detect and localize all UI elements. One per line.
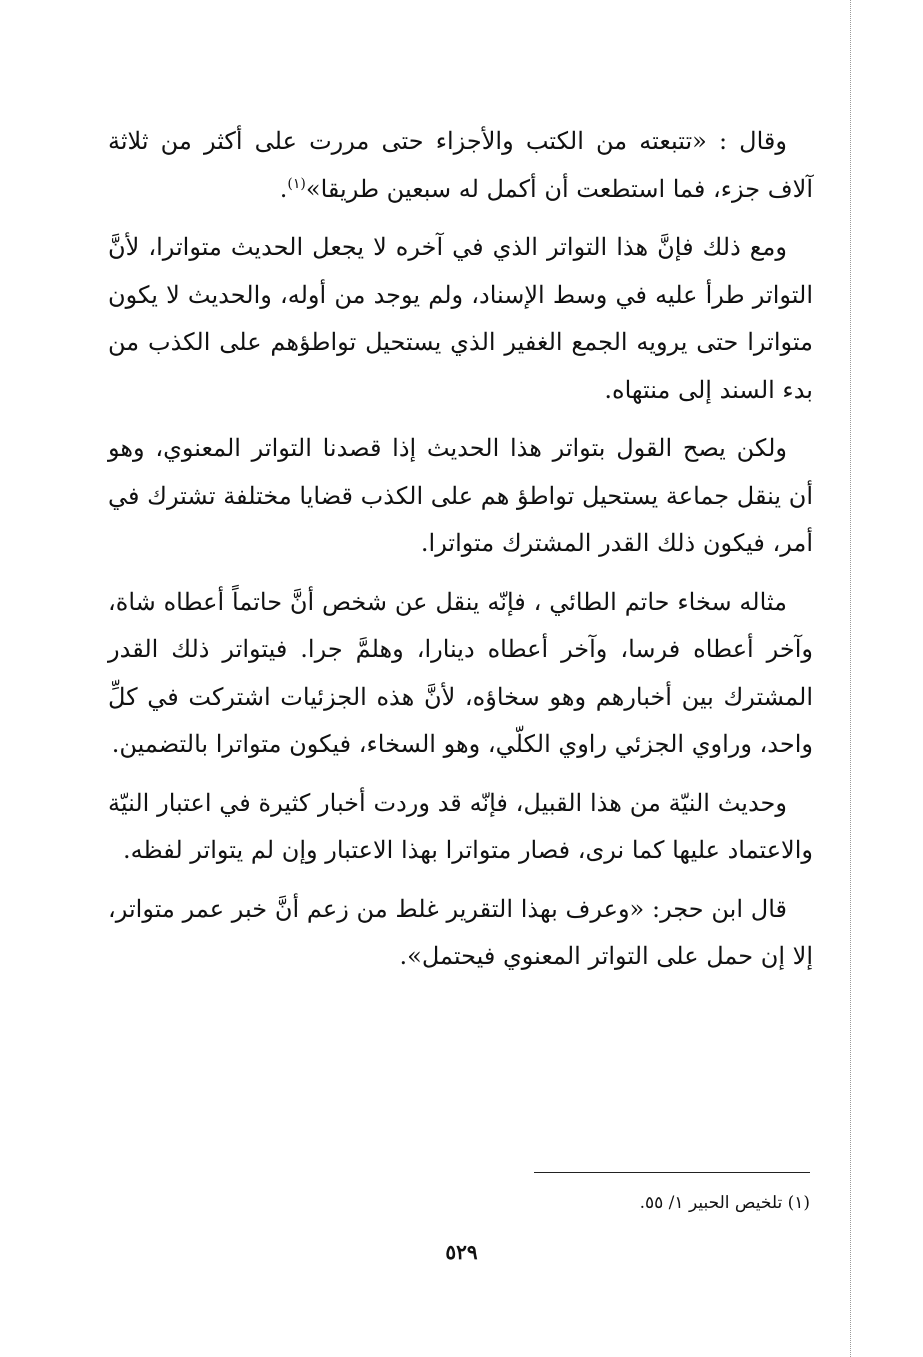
page-number: ٥٢٩ <box>445 1240 478 1264</box>
paragraph-5: وحديث النيّة من هذا القبيل، فإنّه قد وردت أخبار كثيرة في اعتبار النيّة والاعتماد عليها كما نرى، فصار متواترا بهذا الاعتبار وإن لم يتواتر لفظه. <box>108 788 813 864</box>
paragraph-2: ومع ذلك فإنَّ هذا التواتر الذي في آخره لا يجعل الحديث متواترا، لأنَّ التواتر طرأ عليه في وسط الإسناد، ولم يوجد من أوله، والحديث لا يكون متواترا حتى يرويه الجمع الغفير الذي يستحيل تواطؤهم على الكذب من بدء السند إلى منتهاه. <box>108 233 813 404</box>
paragraph-1 <box>108 118 813 213</box>
footnote-reference[interactable]: (١) <box>287 175 306 192</box>
paragraph-3: ولكن يصح القول بتواتر هذا الحديث إذا قصدنا التواتر المعنوي، وهو أن ينقل جماعة يستحيل تواطؤ هم على الكذب قضايا مختلفة تشترك في أمر، فيكون ذلك القدر المشترك متواترا. <box>108 434 814 557</box>
paragraph-1-end: . <box>279 174 288 203</box>
footnote-divider <box>534 1172 810 1173</box>
footnote: (١) تلخيص الحبير ١/ ٥٥. <box>639 1193 810 1213</box>
scan-edge-dots <box>850 0 851 1357</box>
paragraph-1-text: وقال : «تتبعته من الكتب والأجزاء حتى مررت على أكثر من ثلاثة آلاف جزء، فما استطعت أن أكمل له سبعين طريقا» <box>108 127 813 203</box>
main-text <box>108 118 813 992</box>
paragraph-6: قال ابن حجر: «وعرف بهذا التقرير غلط من زعم أنَّ خبر عمر متواتر، إلا إن حمل على التواتر المعنوي فيحتمل». <box>108 894 813 970</box>
paragraph-4: مثاله سخاء حاتم الطائي ، فإنّه ينقل عن شخص أنَّ حاتماً أعطاه شاة، وآخر أعطاه فرسا، وآخر أعطاه دينارا، وهلمَّ جرا. فيتواتر ذلك القدر المشترك بين أخبارهم وهو سخاؤه، لأنَّ هذه الجزئيات اشتركت في كلِّ واحد، وراوي الجزئي راوي الكلّي، وهو السخاء، فيكون متواترا بالتضمين. <box>108 587 813 758</box>
